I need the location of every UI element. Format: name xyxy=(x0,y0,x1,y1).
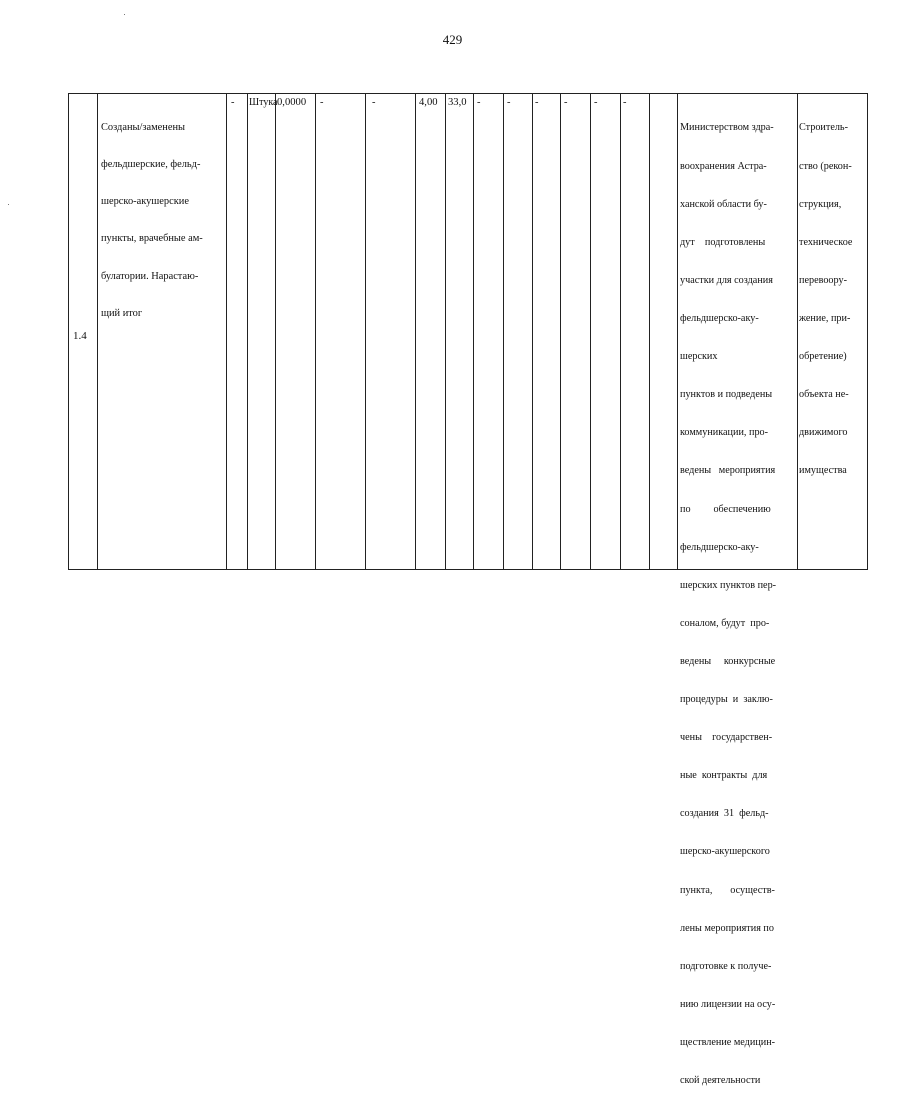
responsible-line: по обеспечению xyxy=(680,503,771,515)
responsible-line: создания 31 фельд- xyxy=(680,808,769,820)
responsible-line: ведены конкурсные xyxy=(680,655,776,667)
column-border xyxy=(503,94,504,569)
column-border xyxy=(677,94,678,569)
dash-cell: - xyxy=(594,97,598,108)
type-line: движимого xyxy=(799,427,848,439)
responsible-line: шерских пунктов пер- xyxy=(680,579,777,591)
responsible-line: пунктов и подведены xyxy=(680,389,773,401)
dash-cell: - xyxy=(507,97,511,108)
data-table xyxy=(68,93,868,1087)
type-line: обретение) xyxy=(799,351,847,363)
responsible-line: фельдшерско-аку- xyxy=(680,312,759,324)
column-border xyxy=(275,94,276,569)
unit-cell: Штука xyxy=(249,97,278,108)
column-border xyxy=(560,94,561,569)
indicator-line: шерско-акушерские xyxy=(101,196,189,208)
dash-cell: - xyxy=(320,97,324,108)
type-line: ство (рекон- xyxy=(799,160,852,172)
row-number: 1.4 xyxy=(73,330,87,342)
type-line: жение, при- xyxy=(799,312,851,324)
column-border xyxy=(97,94,98,569)
column-border xyxy=(797,94,798,569)
dash-cell: - xyxy=(564,97,568,108)
dash-cell: - xyxy=(623,97,627,108)
indicator-line: булатории. Нарастаю- xyxy=(101,270,199,282)
dash-cell: - xyxy=(231,97,235,108)
responsible-line: участки для создания xyxy=(680,274,773,286)
dash-cell: - xyxy=(372,97,376,108)
responsible-line: соналом, будут про- xyxy=(680,617,770,629)
responsible-line: ные контракты для xyxy=(680,770,768,782)
column-border xyxy=(445,94,446,569)
responsible-line: подготовке к получе- xyxy=(680,960,772,972)
responsible-line: воохранения Астра- xyxy=(680,160,767,172)
value-cell: 4,00 xyxy=(419,97,438,108)
responsible-line: ведены мероприятия xyxy=(680,465,776,477)
responsible-cell xyxy=(680,97,796,1113)
responsible-line: процедуры и заклю- xyxy=(680,694,773,706)
dash-cell: - xyxy=(535,97,539,108)
dash-cell: - xyxy=(477,97,481,108)
column-border xyxy=(620,94,621,569)
base-value-cell: 0,0000 xyxy=(277,97,307,108)
responsible-line: фельдшерско-аку- xyxy=(680,541,759,553)
indicator-line: пункты, врачебные ам- xyxy=(101,233,203,245)
type-cell xyxy=(799,97,867,504)
responsible-line: ществление медицин- xyxy=(680,1037,776,1049)
page-number: 429 xyxy=(442,32,463,47)
responsible-line: коммуникации, про- xyxy=(680,427,769,439)
type-line: перевоору- xyxy=(799,274,847,286)
responsible-line: чены государствен- xyxy=(680,732,773,744)
responsible-line: нию лицензии на осу- xyxy=(680,998,776,1010)
responsible-line: ханской области бу- xyxy=(680,198,767,210)
scan-speck xyxy=(8,204,9,205)
indicator-line: фельдшерские, фельд- xyxy=(101,159,201,171)
column-border xyxy=(532,94,533,569)
responsible-line: шерско-акушерского xyxy=(680,846,770,858)
type-line: струкция, xyxy=(799,198,842,210)
indicator-line: щий итог xyxy=(101,307,143,319)
type-line: техническое xyxy=(799,236,853,248)
responsible-line: ской деятельности xyxy=(680,1075,761,1087)
column-border xyxy=(315,94,316,569)
indicator-cell xyxy=(101,97,223,345)
type-line: имущества xyxy=(799,465,847,477)
column-border xyxy=(415,94,416,569)
responsible-line: шерских xyxy=(680,351,718,363)
responsible-line: Министерством здра- xyxy=(680,122,774,134)
indicator-line: Созданы/заменены xyxy=(101,121,185,133)
column-border xyxy=(247,94,248,569)
column-border xyxy=(649,94,650,569)
type-line: Строитель- xyxy=(799,122,848,134)
type-line: объекта не- xyxy=(799,389,849,401)
responsible-line: пункта, осуществ- xyxy=(680,884,775,896)
column-border xyxy=(473,94,474,569)
column-border xyxy=(226,94,227,569)
responsible-line: лены мероприятия по xyxy=(680,922,774,934)
scan-speck xyxy=(124,14,125,15)
column-border xyxy=(365,94,366,569)
value-cell: 33,0 xyxy=(448,97,467,108)
column-border xyxy=(590,94,591,569)
responsible-line: дут подготовлены xyxy=(680,236,766,248)
